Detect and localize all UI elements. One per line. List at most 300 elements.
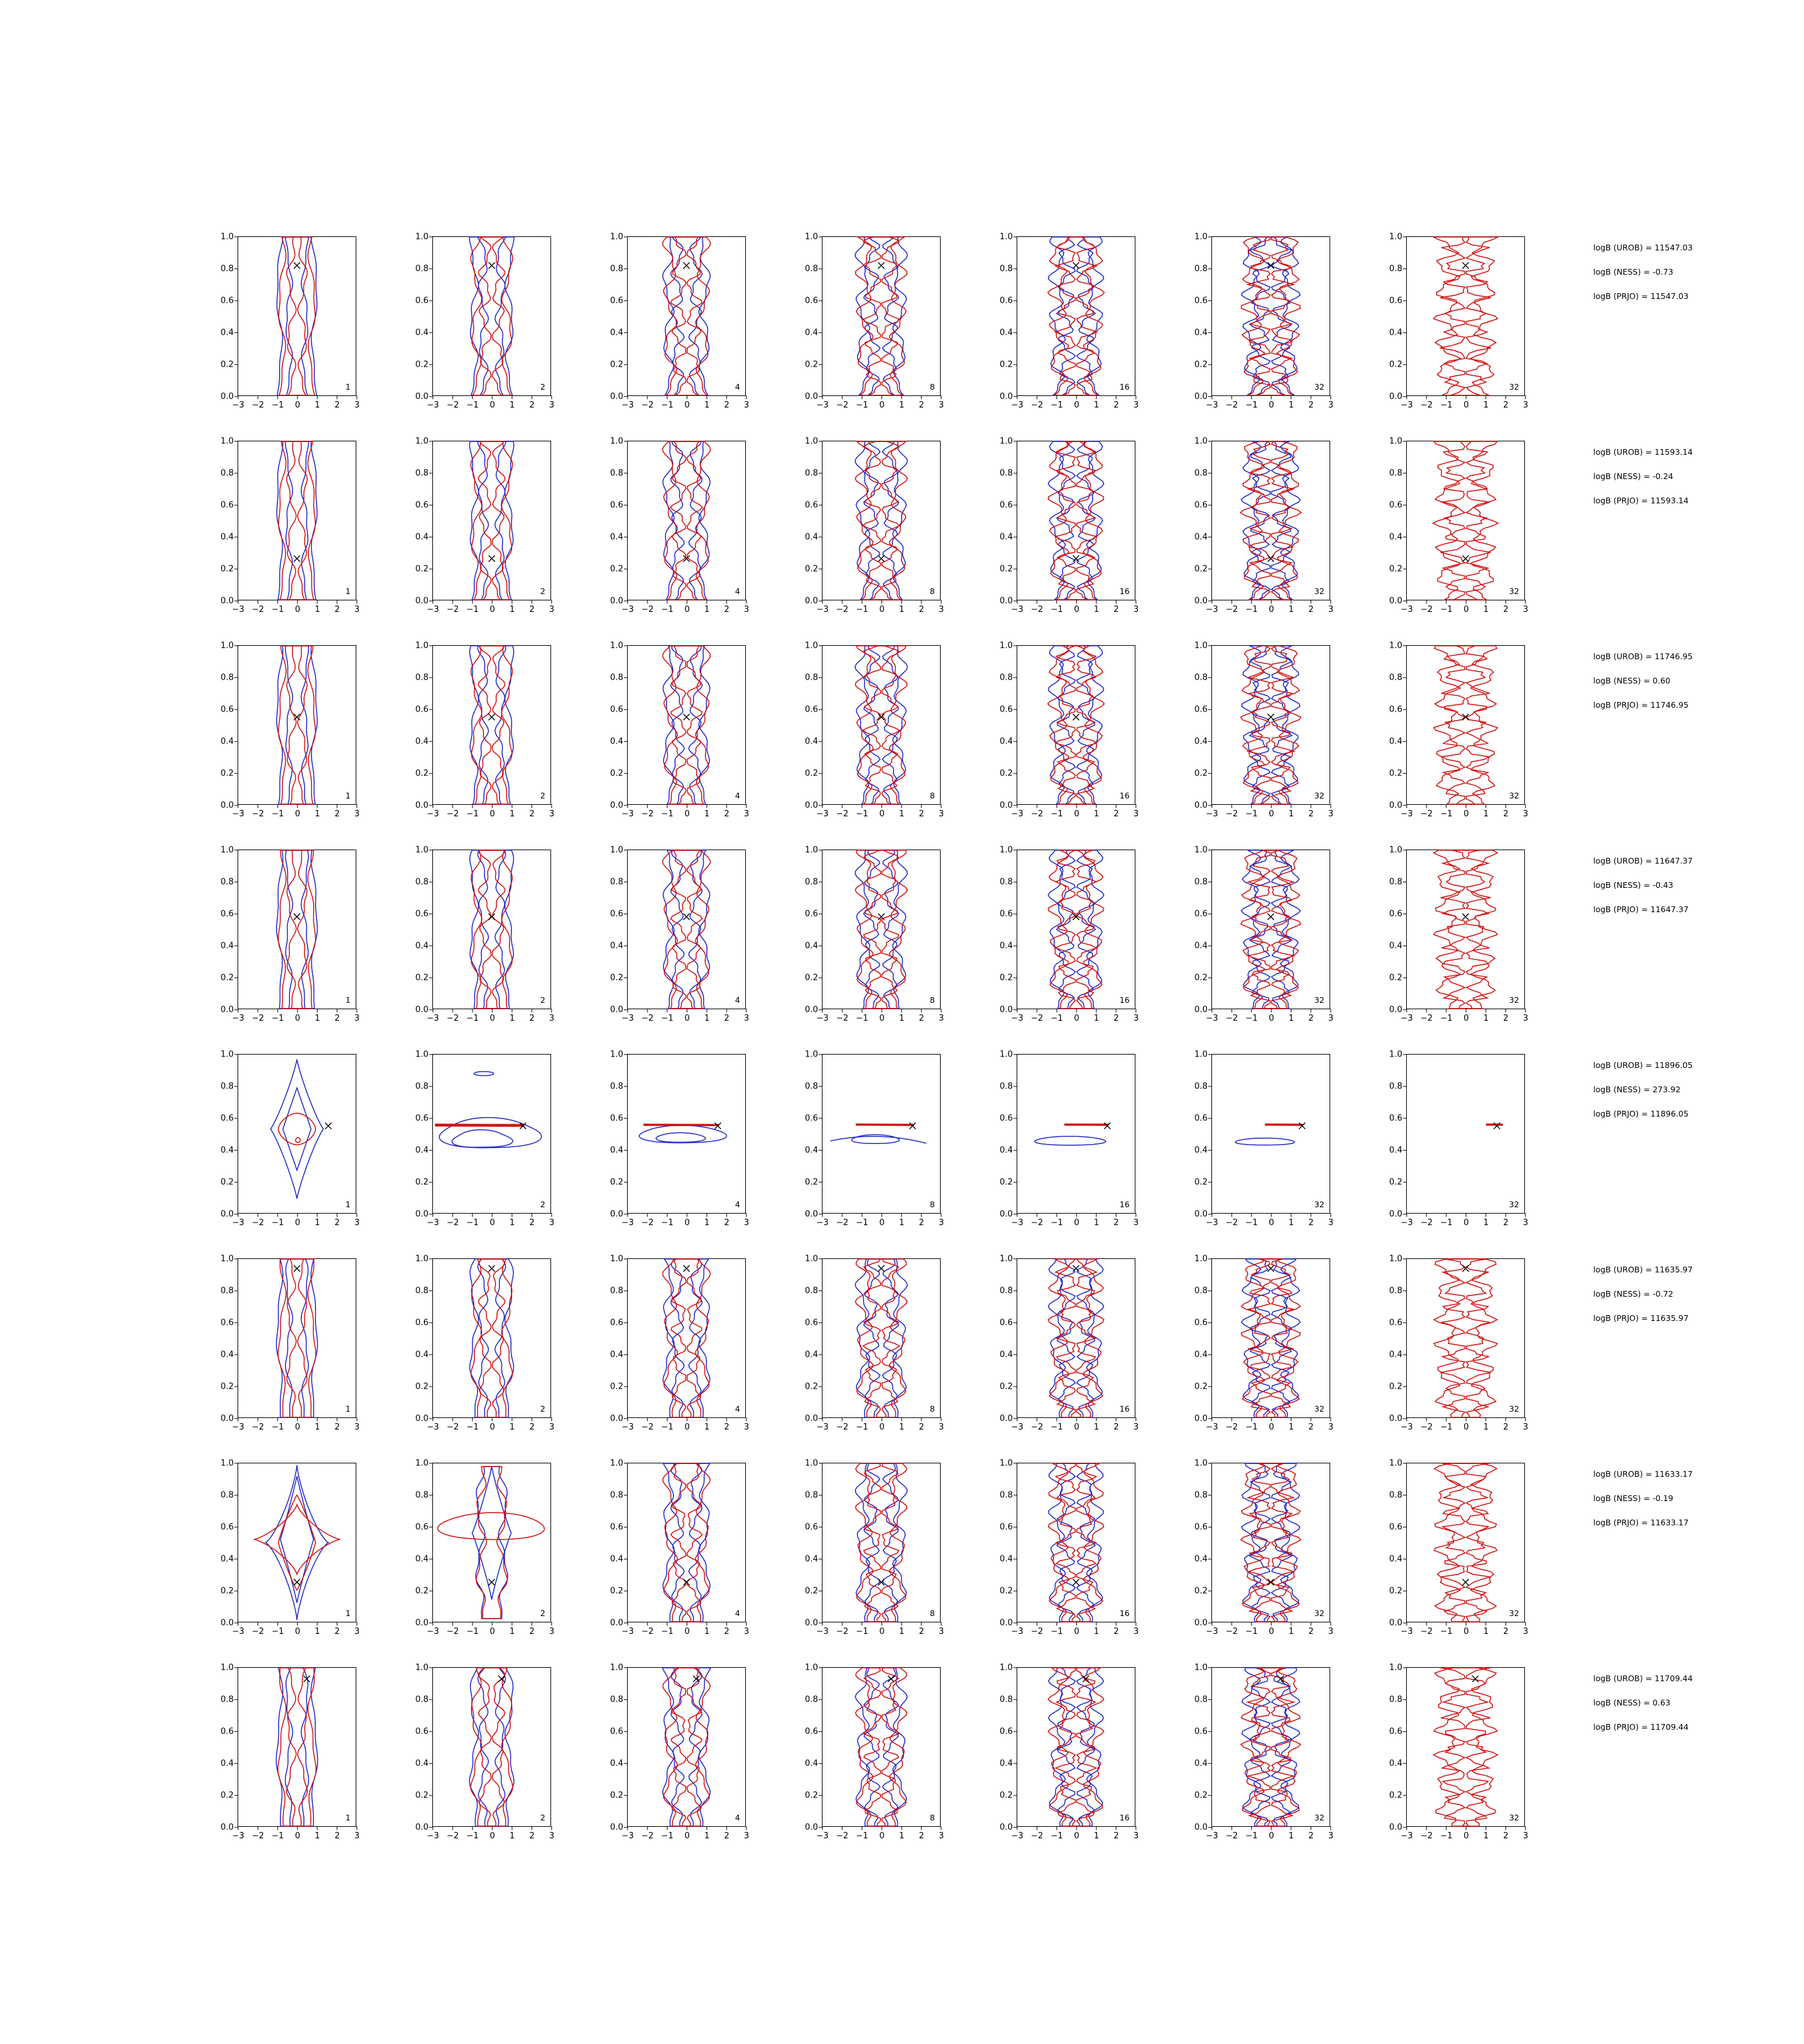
x-axis-tick-mark [551, 1213, 552, 1217]
contour-plot [1407, 850, 1524, 1009]
x-axis-tick-mark [356, 1826, 357, 1830]
x-axis-tick-label: −2 [641, 1422, 654, 1432]
y-axis-tick-label: 0.2 [415, 1382, 428, 1392]
x-axis-tick-mark [297, 600, 298, 604]
y-axis-tick-label: 0.0 [805, 392, 818, 402]
x-axis-tick-label: 1 [314, 1627, 321, 1636]
chart-panel [198, 1661, 367, 1840]
x-axis-tick-mark [1076, 1826, 1077, 1830]
x-axis-tick-label: 1 [1483, 1422, 1489, 1432]
y-axis-tick-mark [819, 268, 822, 269]
x-axis-tick-label: −1 [661, 1627, 674, 1636]
panel-badge: 4 [735, 1404, 740, 1414]
x-axis-tick-mark [746, 600, 747, 604]
y-axis-tick-label: 0.0 [415, 596, 428, 606]
y-axis-tick-label: 1.0 [415, 1458, 428, 1468]
x-axis-tick-label: 3 [1328, 1218, 1334, 1228]
y-axis-tick-label: 0.4 [610, 532, 623, 542]
x-axis-tick-label: 1 [704, 605, 710, 614]
panel-badge: 32 [1509, 1200, 1519, 1209]
truth-marker-x [1268, 1265, 1274, 1272]
x-axis-tick-label: −3 [1206, 1831, 1218, 1841]
x-axis-tick-label: 2 [918, 1218, 925, 1228]
x-axis-tick-label: 3 [549, 1218, 555, 1228]
x-axis-tick-mark [551, 804, 552, 808]
x-axis-tick-label: −1 [271, 1014, 284, 1023]
contour-blue [1250, 237, 1292, 395]
x-axis-tick-label: 3 [743, 1014, 750, 1023]
truth-marker-x [489, 556, 495, 562]
x-axis-tick-label: 2 [1308, 1831, 1314, 1841]
x-axis-tick-label: −1 [1245, 1014, 1258, 1023]
contour-blue [1057, 1668, 1095, 1826]
x-axis-tick-mark [647, 1009, 648, 1012]
x-axis-tick-label: 2 [1503, 1627, 1509, 1636]
y-axis-tick-label: 0.4 [1194, 736, 1208, 747]
contour-plot [238, 441, 356, 600]
x-axis-tick-mark [1211, 1417, 1212, 1421]
contour-blue [830, 1136, 926, 1143]
y-axis-tick-mark [234, 332, 238, 333]
y-axis-tick-label: 0.4 [999, 1350, 1013, 1360]
x-axis-tick-mark [706, 804, 707, 808]
panel-badge: 32 [1509, 1404, 1519, 1414]
x-axis-tick-mark [551, 1826, 552, 1830]
y-axis-tick-mark [429, 236, 433, 237]
x-axis-tick-label: 0 [1463, 809, 1469, 819]
y-axis-tick-label: 0.0 [805, 596, 818, 606]
contour-blue [855, 1259, 907, 1417]
panel-badge: 2 [540, 586, 545, 596]
x-axis-tick-label: 1 [1483, 809, 1489, 819]
plot-axes [1389, 232, 1529, 410]
y-axis-tick-label: 0.6 [1389, 296, 1402, 306]
y-axis-tick-mark [234, 741, 238, 742]
y-axis-tick-label: 1.0 [220, 845, 234, 855]
x-axis-tick-mark [257, 1417, 258, 1421]
x-axis-tick-label: −2 [1031, 1627, 1043, 1636]
x-axis-tick-label: 1 [704, 400, 710, 410]
x-axis-tick-mark [901, 395, 902, 399]
x-axis-tick-mark [1525, 1826, 1526, 1830]
y-axis-tick-mark [624, 913, 628, 914]
panel-badge: 32 [1314, 382, 1324, 392]
y-axis-tick-mark [1013, 1290, 1017, 1291]
y-axis-tick-mark [1208, 945, 1212, 946]
y-axis-tick-label: 0.0 [1389, 1005, 1402, 1015]
y-axis-tick-label: 0.6 [805, 296, 818, 306]
truth-marker-x [878, 913, 884, 920]
chart-panel [977, 1661, 1146, 1840]
x-axis-tick-label: 1 [898, 605, 905, 614]
y-axis-tick-label: 0.4 [1194, 1350, 1208, 1360]
x-axis-tick-label: 1 [1483, 605, 1489, 614]
contour-red [856, 1668, 907, 1826]
chart-panel [198, 1456, 367, 1635]
contour-blue [476, 1467, 508, 1619]
x-axis-tick-mark [1505, 1009, 1506, 1012]
y-axis-tick-label: 0.2 [610, 1790, 623, 1801]
x-axis-tick-label: 1 [1093, 1422, 1100, 1432]
x-axis-tick-mark [1076, 395, 1077, 399]
contour-plot [238, 1668, 356, 1826]
contour-plot [628, 850, 745, 1009]
panel-badge: 4 [735, 1200, 740, 1209]
y-axis-tick-label: 0.2 [1194, 564, 1208, 574]
x-axis-tick-mark [551, 395, 552, 399]
y-axis-tick-label: 0.8 [1389, 877, 1402, 887]
x-axis-tick-label: 0 [1268, 809, 1275, 819]
x-axis-tick-mark [1525, 395, 1526, 399]
y-axis-tick-label: 0.0 [610, 1005, 623, 1015]
y-axis-tick-label: 0.8 [1389, 1081, 1402, 1092]
y-axis-tick-label: 0.4 [415, 532, 428, 542]
plot-axes [999, 641, 1139, 819]
x-axis-tick-label: 0 [684, 1014, 690, 1023]
contour-blue [1035, 1136, 1105, 1145]
x-axis-tick-label: 0 [1073, 605, 1080, 614]
y-axis-tick-label: 0.8 [805, 877, 818, 887]
x-axis-tick-label: 0 [1073, 1831, 1080, 1841]
x-axis-tick-label: 0 [1463, 1627, 1469, 1636]
x-axis-tick-mark [1056, 804, 1057, 808]
x-axis-tick-mark [647, 1417, 648, 1421]
y-axis-tick-mark [1208, 1354, 1212, 1355]
y-axis-tick-label: 0.4 [1389, 328, 1402, 338]
y-axis-tick-mark [234, 1699, 238, 1700]
x-axis-tick-mark [472, 1417, 473, 1421]
plot-axes [999, 1458, 1139, 1636]
plot-axes [805, 845, 944, 1023]
y-axis-tick-label: 0.4 [805, 1758, 818, 1769]
x-axis-tick-mark [1505, 1213, 1506, 1217]
x-axis-tick-label: 3 [1522, 1627, 1529, 1636]
y-axis-tick-mark [1208, 1763, 1212, 1764]
x-axis-tick-mark [1330, 395, 1331, 399]
y-axis-tick-label: 0.6 [610, 909, 623, 919]
plot-axes [220, 1663, 360, 1841]
annotation-text: logB (UROB) = 11593.14 [1593, 447, 1693, 457]
y-axis-tick-mark [1013, 1086, 1017, 1087]
y-axis-tick-label: 0.0 [805, 1618, 818, 1628]
y-axis-tick-label: 0.4 [220, 941, 234, 951]
contour-blue [1049, 1668, 1103, 1826]
y-axis-tick-mark [819, 1699, 822, 1700]
x-axis-tick-label: 2 [1113, 809, 1119, 819]
y-axis-tick-label: 0.6 [415, 1727, 428, 1737]
x-axis-tick-label: 2 [1308, 1218, 1314, 1228]
plot-axes [1389, 1663, 1529, 1841]
y-axis-tick-label: 0.0 [610, 1414, 623, 1424]
x-axis-tick-mark [551, 600, 552, 604]
x-axis-tick-label: 3 [354, 809, 360, 819]
x-axis-tick-label: 2 [918, 1014, 925, 1023]
y-axis-tick-label: 0.4 [1194, 941, 1208, 951]
y-axis-tick-label: 1.0 [220, 1254, 234, 1264]
chart-panel [977, 843, 1146, 1022]
x-axis-tick-label: −2 [446, 809, 459, 819]
plot-axes [1194, 1458, 1334, 1636]
contour-red [863, 646, 899, 804]
x-axis-tick-label: 3 [1522, 1422, 1529, 1432]
y-axis-tick-label: 0.8 [999, 1490, 1013, 1500]
y-axis-tick-mark [819, 1590, 822, 1591]
y-axis-tick-mark [234, 645, 238, 646]
contour-plot [822, 1463, 940, 1622]
x-axis-tick-label: −2 [836, 400, 849, 410]
x-axis-tick-label: 0 [879, 1422, 885, 1432]
y-axis-tick-mark [429, 677, 433, 678]
x-axis-tick-mark [1231, 1009, 1232, 1012]
y-axis-tick-mark [1013, 741, 1017, 742]
y-axis-tick-label: 0.4 [1389, 1145, 1402, 1155]
contour-red [287, 1668, 307, 1826]
y-axis-tick-mark [1403, 1763, 1407, 1764]
x-axis-tick-mark [1330, 1213, 1331, 1217]
y-axis-tick-mark [1013, 1699, 1017, 1700]
plot-axes [415, 1049, 555, 1228]
y-axis-tick-label: 0.2 [610, 564, 623, 574]
y-axis-tick-label: 0.8 [415, 877, 428, 887]
truth-marker-x [294, 1579, 300, 1585]
x-axis-tick-mark [901, 1826, 902, 1830]
contour-red [1440, 1668, 1490, 1826]
x-axis-tick-mark [1231, 804, 1232, 808]
plot-axes [999, 1663, 1139, 1841]
x-axis-tick-mark [531, 1417, 532, 1421]
y-axis-tick-label: 0.2 [805, 768, 818, 779]
y-axis-tick-mark [234, 977, 238, 978]
plot-axes [610, 232, 750, 410]
x-axis-tick-mark [746, 395, 747, 399]
y-axis-tick-label: 0.2 [1389, 1790, 1402, 1801]
y-axis-tick-label: 0.6 [999, 705, 1013, 715]
y-axis-tick-label: 0.8 [805, 1081, 818, 1092]
contour-red [1048, 1668, 1103, 1826]
x-axis-tick-label: −1 [1245, 1422, 1258, 1432]
chart-panel [587, 230, 757, 409]
y-axis-tick-mark [1403, 1795, 1407, 1796]
x-axis-tick-label: 2 [724, 400, 730, 410]
x-axis-tick-label: −3 [1400, 400, 1413, 410]
y-axis-tick-mark [1013, 300, 1017, 301]
y-axis-tick-mark [1013, 1731, 1017, 1732]
x-axis-tick-label: 2 [334, 1218, 340, 1228]
y-axis-tick-label: 1.0 [999, 1049, 1013, 1060]
truth-marker-x [683, 714, 690, 721]
contour-red [663, 441, 711, 600]
contour-plot [1407, 237, 1524, 395]
contour-plot [433, 850, 550, 1009]
x-axis-tick-label: −2 [641, 1218, 654, 1228]
truth-marker-x [683, 913, 690, 920]
x-axis-tick-label: −3 [816, 1422, 829, 1432]
x-axis-tick-label: −3 [232, 1627, 245, 1636]
y-axis-tick-label: 0.4 [415, 1758, 428, 1769]
x-axis-tick-label: −3 [1206, 1218, 1218, 1228]
x-axis-tick-label: 2 [1503, 400, 1509, 410]
y-axis-tick-mark [1013, 945, 1017, 946]
y-axis-tick-label: 0.8 [610, 1081, 623, 1092]
y-axis-tick-mark [624, 236, 628, 237]
x-axis-tick-mark [686, 395, 687, 399]
x-axis-tick-label: 0 [684, 1218, 690, 1228]
x-axis-tick-mark [297, 1622, 298, 1626]
y-axis-tick-mark [429, 1590, 433, 1591]
x-axis-tick-mark [1426, 804, 1427, 808]
y-axis-tick-mark [624, 364, 628, 365]
contour-red [1433, 441, 1498, 600]
y-axis-tick-label: 0.0 [220, 800, 234, 811]
chart-panel [1172, 230, 1341, 409]
truth-marker-x [878, 556, 884, 562]
plot-axes [805, 232, 944, 410]
x-axis-tick-label: −2 [1031, 1014, 1043, 1023]
y-axis-tick-label: 0.0 [1194, 1209, 1208, 1219]
y-axis-tick-mark [234, 1667, 238, 1668]
y-axis-tick-mark [234, 1795, 238, 1796]
x-axis-tick-label: 2 [334, 605, 340, 614]
y-axis-tick-mark [819, 236, 822, 237]
x-axis-tick-mark [356, 1622, 357, 1626]
y-axis-tick-label: 0.2 [220, 1177, 234, 1187]
x-axis-tick-label: −2 [641, 809, 654, 819]
plot-axes [415, 1663, 555, 1841]
x-axis-tick-label: −3 [1400, 605, 1413, 614]
y-axis-tick-mark [1208, 677, 1212, 678]
x-axis-tick-label: 3 [1328, 605, 1334, 614]
y-axis-tick-label: 0.8 [220, 264, 234, 274]
y-axis-tick-mark [429, 1667, 433, 1668]
x-axis-tick-label: 3 [938, 1014, 944, 1023]
x-axis-tick-mark [1251, 395, 1252, 399]
contour-plot [238, 1463, 356, 1622]
y-axis-tick-label: 0.0 [999, 1209, 1013, 1219]
y-axis-tick-mark [234, 945, 238, 946]
x-axis-tick-label: 3 [1522, 1831, 1529, 1841]
x-axis-tick-label: 1 [1288, 1422, 1294, 1432]
x-axis-tick-mark [452, 600, 453, 604]
x-axis-tick-label: 3 [354, 1627, 360, 1636]
y-axis-tick-mark [429, 1290, 433, 1291]
x-axis-tick-label: 0 [879, 605, 885, 614]
y-axis-tick-label: 0.8 [1194, 264, 1208, 274]
panel-badge: 2 [540, 1404, 545, 1414]
annotation-text: logB (NESS) = -0.43 [1593, 880, 1674, 890]
y-axis-tick-mark [1208, 741, 1212, 742]
y-axis-tick-mark [234, 881, 238, 882]
x-axis-tick-mark [726, 1417, 727, 1421]
y-axis-tick-label: 0.6 [610, 1727, 623, 1737]
y-axis-tick-mark [624, 1763, 628, 1764]
x-axis-tick-mark [1330, 804, 1331, 808]
y-axis-tick-label: 0.8 [1194, 877, 1208, 887]
y-axis-tick-label: 0.0 [1194, 1618, 1208, 1628]
y-axis-tick-mark [819, 568, 822, 569]
chart-panel [1172, 1252, 1341, 1431]
y-axis-tick-label: 1.0 [1194, 1254, 1208, 1264]
x-axis-tick-label: −2 [1225, 1014, 1238, 1023]
y-axis-tick-label: 0.6 [1389, 909, 1402, 919]
contour-plot [822, 1055, 940, 1213]
contour-plot [1407, 441, 1524, 600]
x-axis-tick-mark [297, 1826, 298, 1830]
row-annotations [1593, 243, 1804, 316]
x-axis-tick-label: 0 [879, 1014, 885, 1023]
x-axis-tick-mark [452, 1009, 453, 1012]
y-axis-tick-mark [1403, 300, 1407, 301]
x-axis-tick-mark [1485, 1417, 1486, 1421]
y-axis-tick-label: 0.8 [1194, 1490, 1208, 1500]
y-axis-tick-label: 0.6 [1194, 1522, 1208, 1532]
chart-panel [1367, 1252, 1536, 1431]
x-axis-tick-label: 2 [1308, 1014, 1314, 1023]
x-axis-tick-label: 3 [1133, 400, 1139, 410]
contour-plot [1017, 1463, 1135, 1622]
x-axis-tick-mark [1426, 1417, 1427, 1421]
x-axis-tick-label: 0 [489, 1218, 496, 1228]
plot-axes [1194, 1254, 1334, 1432]
plot-axes [1194, 845, 1334, 1023]
x-axis-tick-label: −1 [856, 400, 868, 410]
y-axis-tick-mark [234, 773, 238, 774]
x-axis-tick-label: −1 [1050, 1831, 1063, 1841]
x-axis-tick-label: 3 [743, 1831, 750, 1841]
y-axis-tick-label: 1.0 [415, 1663, 428, 1673]
y-axis-tick-label: 0.2 [1194, 360, 1208, 370]
y-axis-tick-label: 0.6 [415, 1522, 428, 1532]
y-axis-tick-label: 0.0 [415, 1005, 428, 1015]
x-axis-tick-mark [1135, 1213, 1136, 1217]
y-axis-tick-mark [234, 1354, 238, 1355]
x-axis-tick-mark [647, 1826, 648, 1830]
x-axis-tick-label: −2 [641, 1014, 654, 1023]
y-axis-tick-label: 0.0 [415, 1209, 428, 1219]
y-axis-tick-label: 0.2 [1389, 973, 1402, 983]
panel-badge: 32 [1509, 995, 1519, 1005]
x-axis-tick-mark [1231, 1417, 1232, 1421]
y-axis-tick-label: 0.6 [805, 500, 818, 510]
x-axis-tick-mark [452, 1826, 453, 1830]
y-axis-tick-label: 0.6 [1389, 1727, 1402, 1737]
x-axis-tick-label: 2 [529, 809, 535, 819]
chart-panel [782, 843, 951, 1022]
y-axis-tick-label: 0.8 [610, 1490, 623, 1500]
y-axis-tick-label: 0.6 [415, 1318, 428, 1328]
x-axis-tick-label: −3 [621, 1014, 634, 1023]
contour-blue [1250, 646, 1292, 804]
x-axis-tick-label: 3 [1133, 605, 1139, 614]
x-axis-tick-label: 1 [509, 1627, 515, 1636]
x-axis-tick-label: 1 [1093, 1218, 1100, 1228]
y-axis-tick-mark [1208, 568, 1212, 569]
truth-marker-x [1268, 714, 1274, 721]
x-axis-tick-mark [1330, 1622, 1331, 1626]
y-axis-tick-mark [1403, 1054, 1407, 1055]
x-axis-tick-label: −2 [252, 400, 264, 410]
x-axis-tick-mark [257, 395, 258, 399]
y-axis-tick-label: 0.6 [220, 296, 234, 306]
x-axis-tick-mark [1231, 1826, 1232, 1830]
plot-axes [220, 1458, 360, 1636]
x-axis-tick-label: −2 [252, 1627, 264, 1636]
x-axis-tick-label: 1 [1093, 400, 1100, 410]
panel-badge: 2 [540, 1200, 545, 1209]
y-axis-tick-label: 0.0 [999, 800, 1013, 811]
y-axis-tick-label: 0.4 [1389, 941, 1402, 951]
y-axis-tick-mark [234, 236, 238, 237]
y-axis-tick-mark [1403, 977, 1407, 978]
